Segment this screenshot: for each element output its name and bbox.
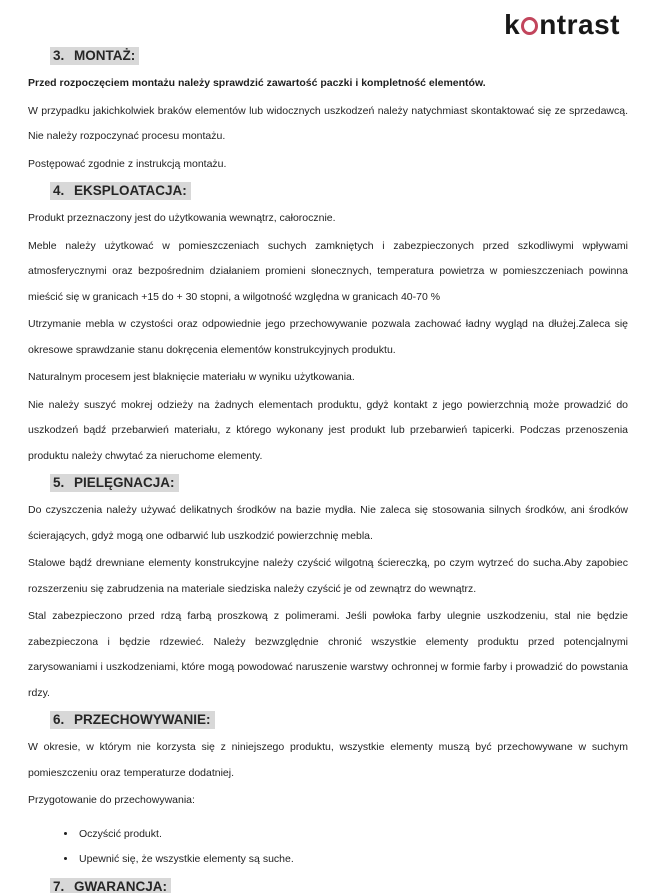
section-number: 4.: [53, 183, 65, 198]
paragraph-eksploatacja-indoor: Produkt przeznaczony jest do użytkowania wewnątrz, całorocznie.: [28, 212, 336, 224]
section-heading-przechowywanie: [50, 710, 628, 730]
section-number: 7.: [53, 878, 65, 893]
section-heading-montaz: [50, 46, 628, 66]
heading-highlight: [50, 474, 179, 492]
logo-o-ring-icon: [521, 17, 538, 35]
paragraph-montaz-check: Przed rozpoczęciem montażu należy sprawdzić zawartość paczki i kompletność elementów.: [28, 77, 486, 89]
heading-highlight: [50, 182, 191, 200]
paragraph-pielegnacja-rust: Stal zabezpieczono przed rdzą farbą proszkową z polimerami. Jeśli powłoka farby ulegnie uszkodzeniu, stal nie będzie zabezpieczona i będzie rdzewieć. Należy bezwzględnie chronić wszystkie elementy produktu przed potencjalnymi zarysowaniami i uszkodzeniami, które mogą powodować naruszenie warstwy ochronnej w formie farby i prowadzić do powstania rdzy.: [28, 610, 628, 699]
section-number: 6.: [53, 712, 65, 727]
paragraph-przechowywanie-storage: W okresie, w którym nie korzysta się z niniejszego produktu, wszystkie elementy muszą być przechowywane w suchym pomieszczeniu oraz temperaturze dodatniej.: [28, 741, 628, 779]
paragraph-przechowywanie-prep: Przygotowanie do przechowywania:: [28, 794, 195, 806]
section-heading-pielegnacja: [50, 473, 628, 493]
logo-text-prefix: k: [504, 9, 521, 40]
heading-highlight: [50, 878, 171, 893]
section-title: GWARANCJA:: [74, 878, 167, 893]
section-title: PIELĘGNACJA:: [74, 475, 175, 490]
paragraph-eksploatacja-fading: Naturalnym procesem jest blaknięcie materiału w wyniku użytkowania.: [28, 371, 355, 383]
storage-prep-bullet-list: [28, 822, 628, 873]
section-title: EKSPLOATACJA:: [74, 183, 187, 198]
section-heading-eksploatacja: [50, 181, 628, 201]
heading-highlight: [50, 47, 139, 65]
section-heading-gwarancja: [50, 877, 628, 893]
section-title: PRZECHOWYWANIE:: [74, 712, 211, 727]
section-number: 3.: [53, 48, 65, 63]
logo-text-suffix: ntrast: [539, 9, 620, 40]
heading-highlight: [50, 711, 215, 729]
bullet-item-clean-product: • Oczyścić produkt.: [77, 822, 628, 848]
section-number: 5.: [53, 475, 65, 490]
paragraph-eksploatacja-conditions: Meble należy użytkować w pomieszczeniach suchych zamkniętych i zabezpieczonych przed szkodliwymi wpływami atmosferycznymi oraz bezpośrednim działaniem promieni słonecznych, temperatura powietrza w pomieszczeniach powinna mieścić się w granicach +15 do + 30 stopni, a wilgotność względna w granicach 40-70 %: [28, 239, 628, 303]
kontrast-logo: [504, 8, 620, 42]
section-title: MONTAŻ:: [74, 48, 136, 63]
bullet-item-ensure-dry: • Upewnić się, że wszystkie elementy są suche.: [77, 847, 628, 873]
paragraph-eksploatacja-wet-clothes: Nie należy suszyć mokrej odzieży na żadnych elementach produktu, gdyż kontakt z jego powierzchnią może prowadzić do uszkodzeń bądź przebarwień materiału, z którego wykonany jest produkt lub przebarwień tapicerki. Podczas przenoszenia produktu należy chwytać za nieruchome elementy.: [28, 398, 628, 462]
paragraph-montaz-follow: Postępować zgodnie z instrukcją montażu.: [28, 157, 227, 170]
paragraph-pielegnacja-cleaning: Do czyszczenia należy używać delikatnych środków na bazie mydła. Nie zaleca się stosowania silnych środków, ani środków ścierających, gdyż mogą one odbarwić lub uszkodzić powierzchnię mebla.: [28, 504, 628, 542]
paragraph-montaz-contact: W przypadku jakichkolwiek braków elementów lub widocznych uszkodzeń należy natychmiast skontaktować się ze sprzedawcą. Nie należy rozpoczynać procesu montażu.: [28, 104, 628, 142]
document-content: [28, 42, 628, 893]
paragraph-pielegnacja-steel-wood: Stalowe bądź drewniane elementy konstrukcyjne należy czyścić wilgotną ściereczką, po czym wytrzeć do sucha.Aby zapobiec rozszerzeniu się zabrudzenia na materiale siedziska należy czyścić je od zewnątrz do wewnątrz.: [28, 557, 628, 595]
paragraph-eksploatacja-cleanliness: Utrzymanie mebla w czystości oraz odpowiednie jego przechowywanie pozwala zachować ładny wygląd na dłużej.Zaleca się okresowe sprawdzanie stanu dokręcenia elementów konstrukcyjnych produktu.: [28, 318, 628, 356]
